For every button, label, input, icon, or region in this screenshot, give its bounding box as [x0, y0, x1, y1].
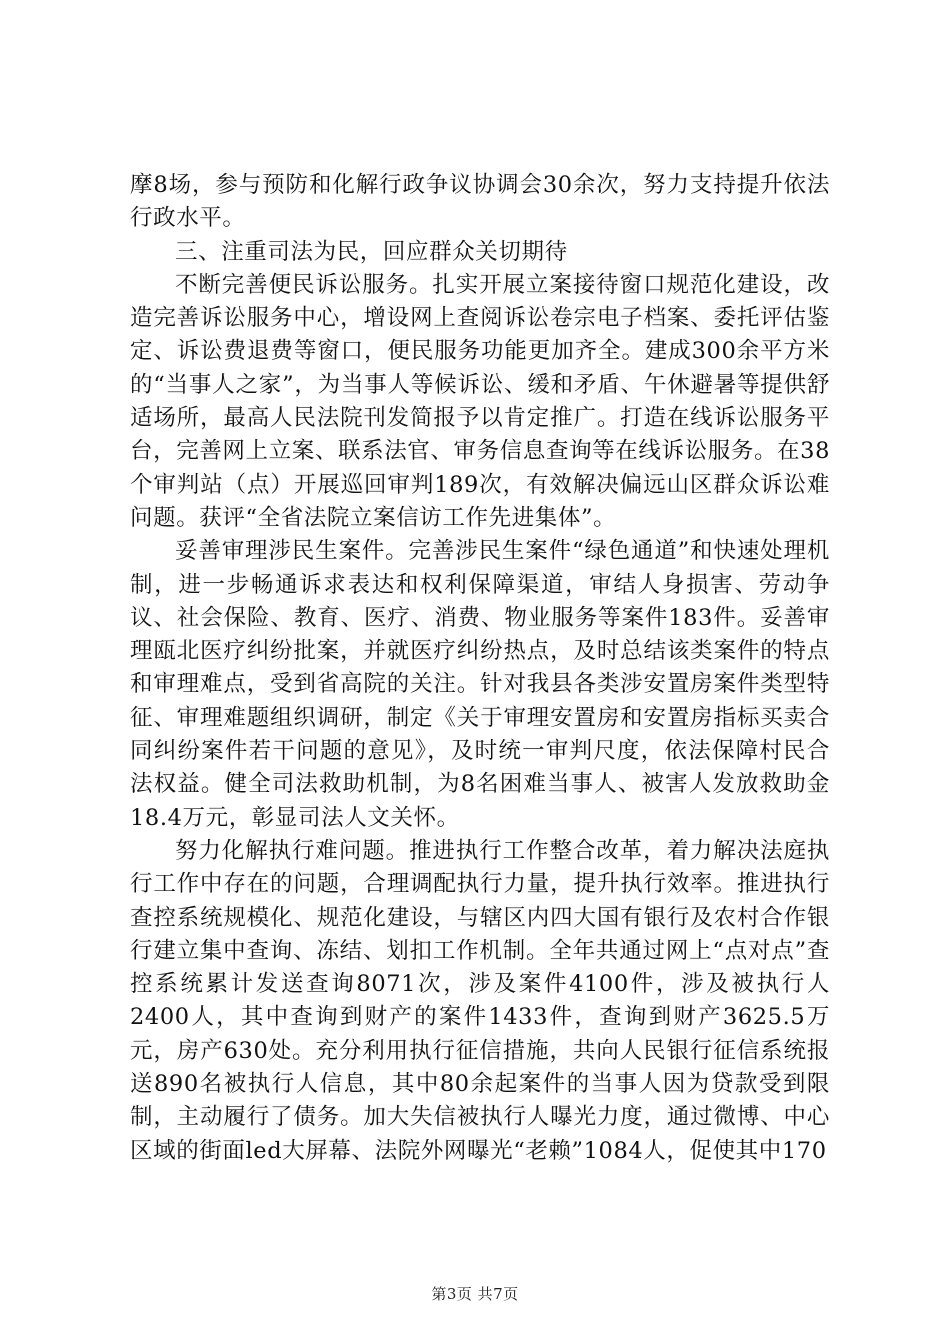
document-body — [130, 169, 830, 1168]
paragraph-enforcement: 努力化解执行难问题。推进执行工作整合改革，着力解决法庭执行工作中存在的问题，合理调配执行力量，提升执行效率。推进执行查控系统规模化、规范化建设，与辖区内四大国有银行及农村合作银行建立集中查询、冻结、划扣工作机制。全年共通过网上“点对点”查控系统累计发送查询8071次，涉及案件4100件，涉及被执行人2400人，其中查询到财产的案件1433件，查询到财产3625.5万元，房产630处。充分利用执行征信措施，共向人民银行征信系统报送890名被执行人信息，其中80余起案件的当事人因为贷款受到限制，主动履行了债务。加大失信被执行人曝光力度，通过微博、中心区域的街面led大屏幕、法院外网曝光“老赖”1084人，促使其中170 — [130, 837, 830, 1164]
paragraph-livelihood-cases: 妥善审理涉民生案件。完善涉民生案件“绿色通道”和快速处理机制，进一步畅通诉求表达和权利保障渠道，审结人身损害、劳动争议、社会保险、教育、医疗、消费、物业服务等案件183件。妥善审理瓯北医疗纠纷批案，并就医疗纠纷热点，及时总结该类案件的特点和审理难点，受到省高院的关注。针对我县各类涉安置房案件类型特征、审理难题组织调研，制定《关于审理安置房和安置房指标买卖合同纠纷案件若干问题的意见》，及时统一审判尺度，依法保障村民合法权益。健全司法救助机制，为8名困难当事人、被害人发放救助金18.4万元，彰显司法人文关怀。 — [130, 538, 830, 831]
page-number-footer: 第3页 共7页 — [431, 1285, 519, 1303]
paragraph-litigation-service: 不断完善便民诉讼服务。扎实开展立案接待窗口规范化建设，改造完善诉讼服务中心，增设网上查阅诉讼卷宗电子档案、委托评估鉴定、诉讼费退费等窗口，便民服务功能更加齐全。建成300余平方米的“当事人之家”，为当事人等候诉讼、缓和矛盾、午休避暑等提供舒适场所，最高人民法院刊发简报予以肯定推广。打造在线诉讼服务平台，完善网上立案、联系法官、审务信息查询等在线诉讼服务。在38个审判站（点）开展巡回审判189次，有效解决偏远山区群众诉讼难问题。获评“全省法院立案信访工作先进集体”。 — [130, 271, 830, 531]
paragraph-continuation: 摩8场，参与预防和化解行政争议协调会30余次，努力支持提升依法行政水平。 — [130, 172, 830, 232]
section-heading: 三、注重司法为民，回应群众关切期待 — [175, 238, 568, 265]
